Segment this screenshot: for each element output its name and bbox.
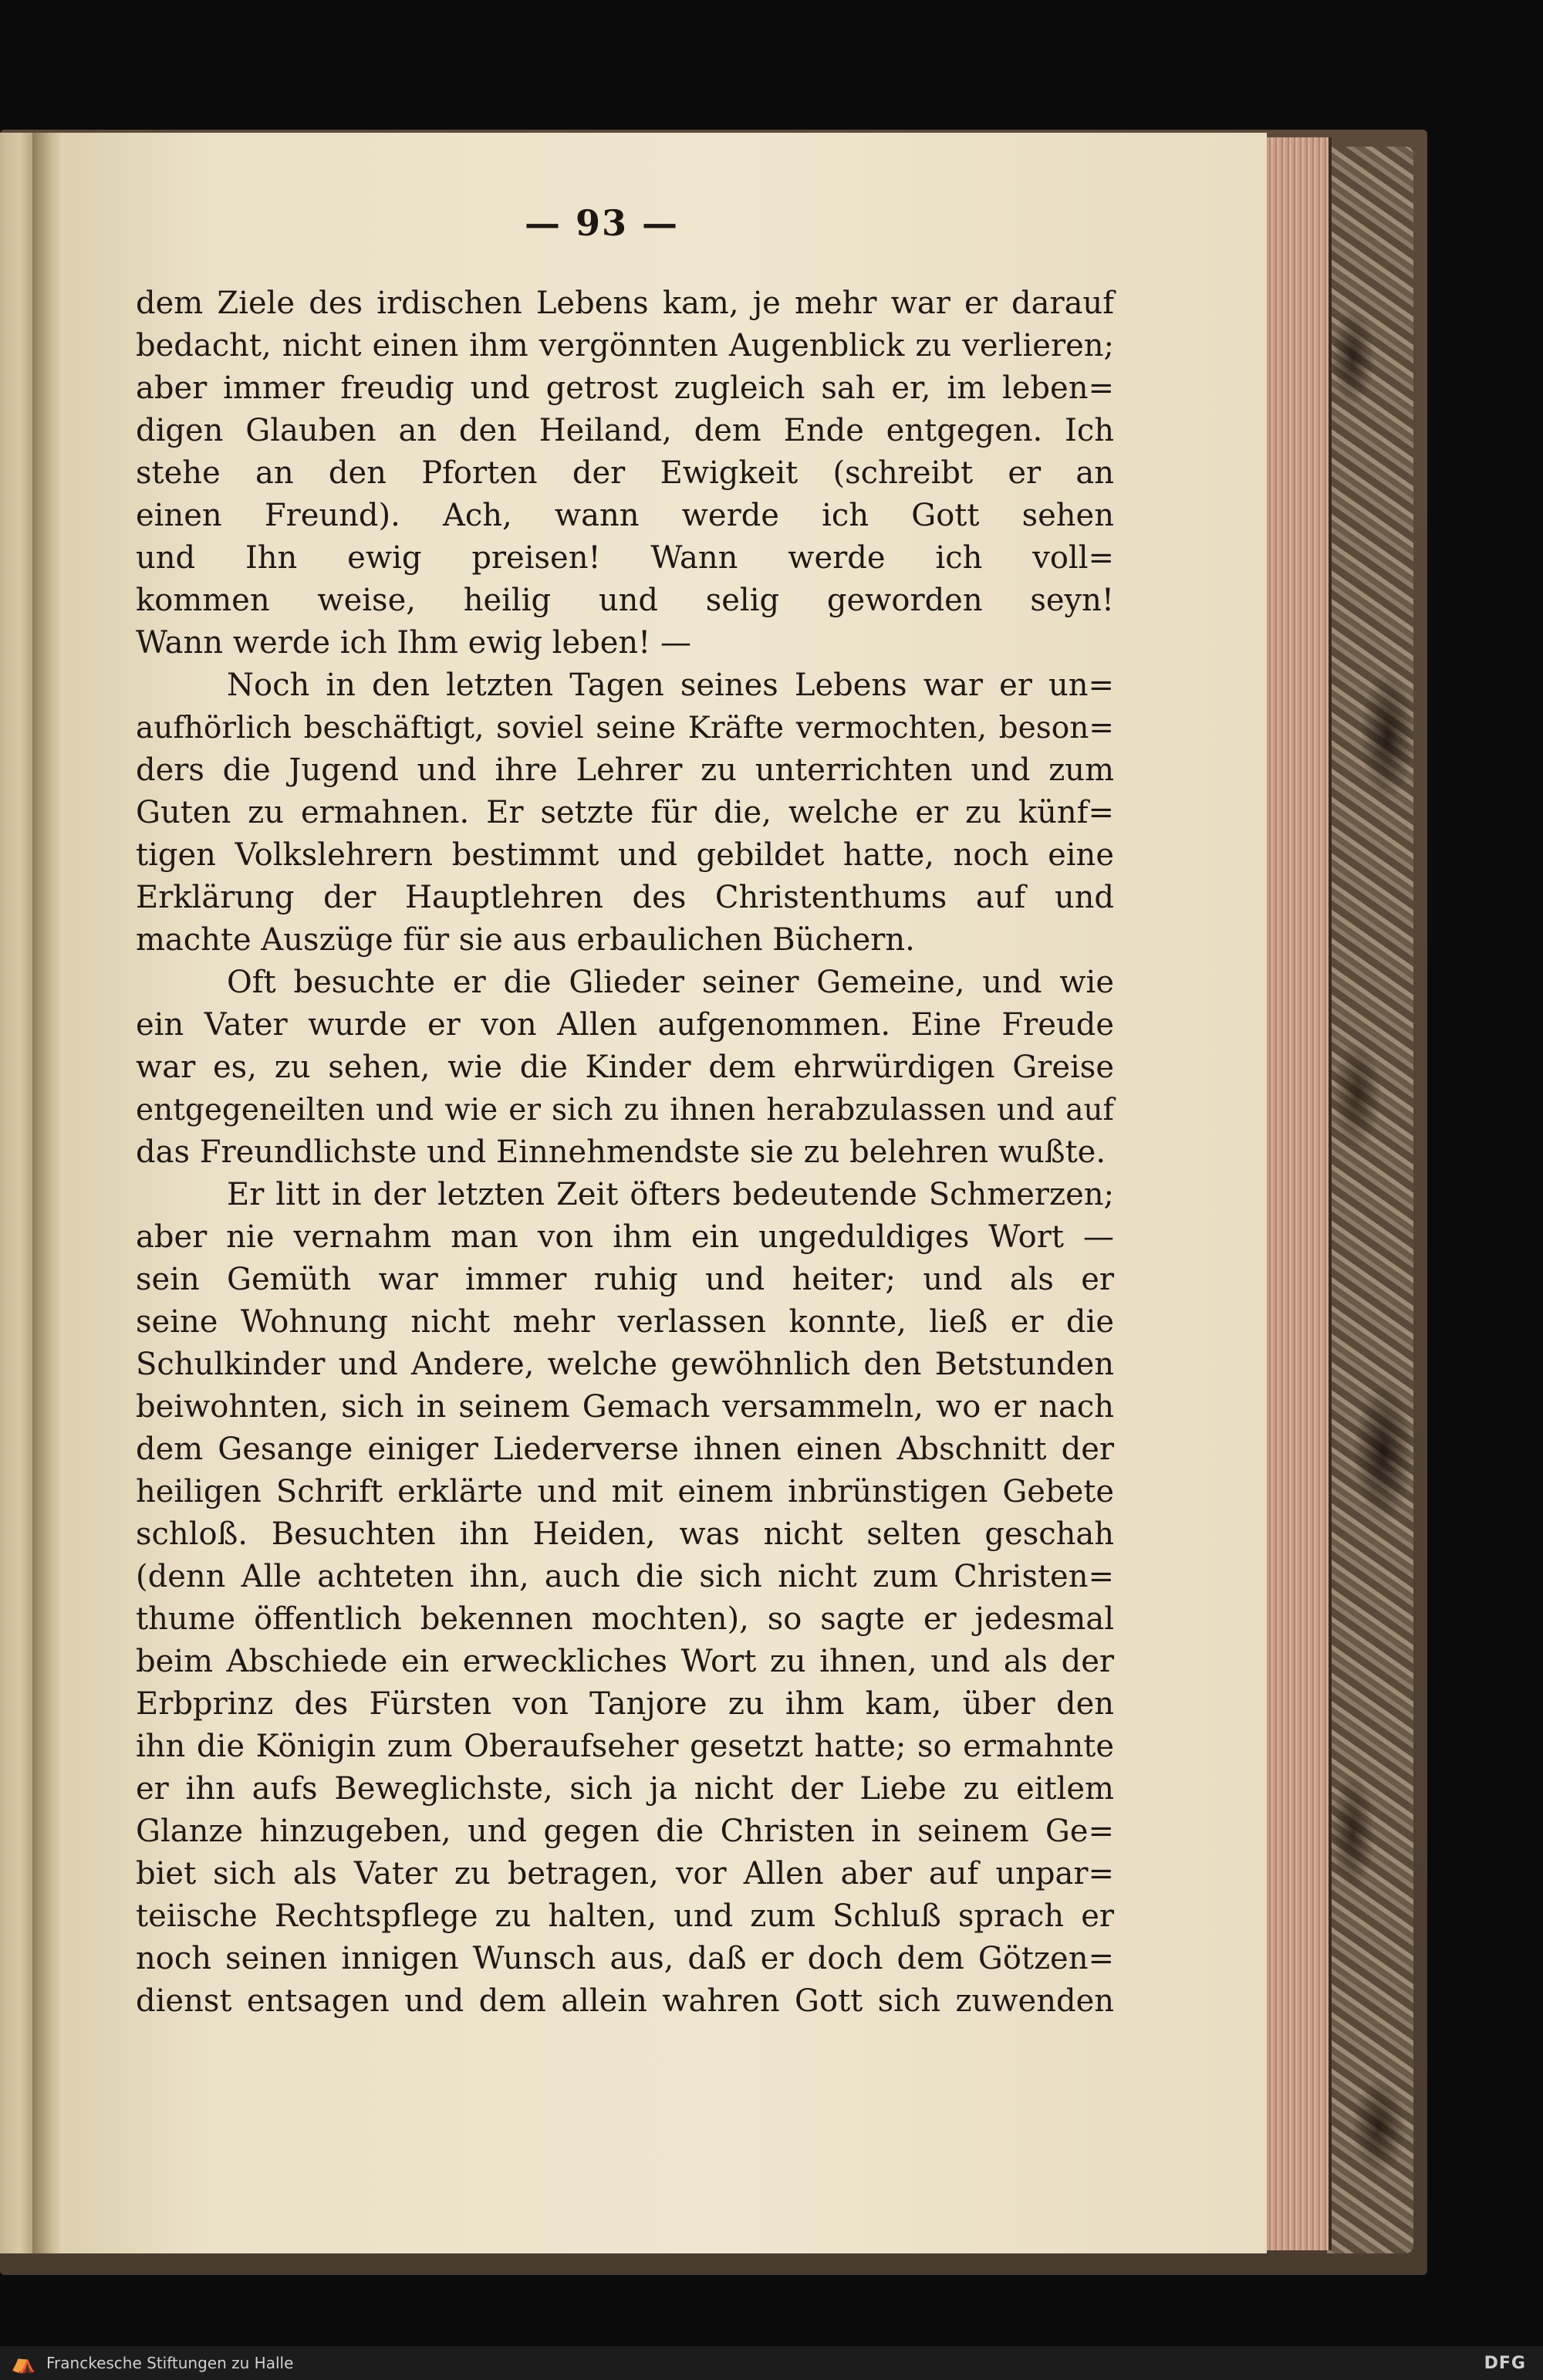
text-line: kommen weise, heilig und selig geworden seyn! [136, 583, 1114, 618]
text-line: thume öffentlich bekennen mochten), so sagte er jedesmal [136, 1601, 1114, 1637]
footer-bar [0, 2346, 1543, 2380]
text-line: entgegeneilten und wie er sich zu ihnen herabzulassen und auf [136, 1093, 1114, 1127]
marbled-board [1327, 147, 1413, 2253]
text-line: Erbprinz des Fürsten von Tanjore zu ihm kam, über den [136, 1686, 1114, 1722]
text-line: Glanze hinzugeben, und gegen die Christen in seinem Ge= [136, 1814, 1114, 1849]
book-gutter [32, 133, 63, 2253]
text-line: ihn die Königin zum Oberaufseher gesetzt hatte; so ermahnte [136, 1729, 1114, 1764]
text-line: aber nie vernahm man von ihm ein ungeduldiges Wort — [136, 1219, 1114, 1255]
text-line: biet sich als Vater zu betragen, vor Allen aber auf unpar= [136, 1856, 1114, 1891]
page-edges [1267, 137, 1332, 2250]
text-line: das Freundlichste und Einnehmendste sie zu belehren wußte. [136, 1134, 1106, 1170]
text-line: machte Auszüge für sie aus erbaulichen Büchern. [136, 922, 915, 958]
left-page-edge [0, 133, 32, 2253]
text-line: aber immer freudig und getrost zugleich sah er, im leben= [136, 370, 1114, 406]
text-line: Guten zu ermahnen. Er setzte für die, welche er zu künf= [136, 795, 1114, 830]
foundation-logo-icon: ⛺ [11, 2351, 36, 2375]
page-number-header: — 93 — [524, 202, 680, 244]
text-line: Wann werde ich Ihm ewig leben! — [136, 625, 691, 661]
text-line: tigen Volkslehrern bestimmt und gebildet hatte, noch eine [136, 837, 1114, 873]
footer-left [0, 2351, 293, 2375]
text-line: einen Freund). Ach, wann werde ich Gott sehen [136, 498, 1114, 533]
text-line: stehe an den Pforten der Ewigkeit (schreibt er an [136, 455, 1114, 491]
text-line: sein Gemüth war immer ruhig und heiter; und als er [136, 1262, 1114, 1297]
text-line: seine Wohnung nicht mehr verlassen konnte, ließ er die [136, 1304, 1114, 1340]
text-line: dem Ziele des irdischen Lebens kam, je mehr war er darauf [136, 286, 1114, 321]
text-line: Schulkinder und Andere, welche gewöhnlich den Betstunden [136, 1347, 1114, 1382]
text-line: Noch in den letzten Tagen seines Lebens war er un= [227, 668, 1114, 703]
text-line: digen Glauben an den Heiland, dem Ende entgegen. Ich [136, 413, 1114, 448]
text-line: und Ihn ewig preisen! Wann werde ich voll= [136, 540, 1114, 576]
text-line: beiwohnten, sich in seinem Gemach versammeln, wo er nach [136, 1389, 1114, 1425]
text-line: dienst entsagen und dem allein wahren Gott sich zuwenden [136, 1983, 1114, 2019]
footer-institution-text: Franckesche Stiftungen zu Halle [46, 2354, 294, 2372]
text-line: aufhörlich beschäftigt, soviel seine Kräfte vermochten, beson= [136, 711, 1114, 745]
text-line: heiligen Schrift erklärte und mit einem inbrünstigen Gebete [136, 1474, 1114, 1509]
text-line: Oft besuchte er die Glieder seiner Gemeine, und wie [227, 965, 1114, 1000]
text-line: er ihn aufs Beweglichste, sich ja nicht der Liebe zu eitlem [136, 1771, 1114, 1807]
text-line: (denn Alle achteten ihn, auch die sich nicht zum Christen= [136, 1559, 1114, 1594]
text-line: teiische Rechtspflege zu halten, und zum Schluß sprach er [136, 1898, 1114, 1934]
text-line: noch seinen innigen Wunsch aus, daß er doch dem Götzen= [136, 1941, 1114, 1976]
text-line: ders die Jugend und ihre Lehrer zu unterrichten und zum [136, 752, 1114, 788]
page-body-text [136, 282, 1114, 2023]
dfg-logo-text: DFG [1484, 2353, 1526, 2373]
text-line: beim Abschiede ein erweckliches Wort zu ihnen, und als der [136, 1644, 1114, 1679]
text-line: Erklärung der Hauptlehren des Christenthums auf und [136, 880, 1114, 915]
text-line: dem Gesange einiger Liederverse ihnen einen Abschnitt der [136, 1432, 1114, 1467]
text-line: Er litt in der letzten Zeit öfters bedeutende Schmerzen; [227, 1177, 1114, 1212]
text-line: ein Vater wurde er von Allen aufgenommen. Eine Freude [136, 1007, 1114, 1043]
text-line: war es, zu sehen, wie die Kinder dem ehrwürdigen Greise [136, 1050, 1114, 1085]
text-line: schloß. Besuchten ihn Heiden, was nicht selten geschah [136, 1516, 1114, 1552]
text-line: bedacht, nicht einen ihm vergönnten Augenblick zu verlieren; [136, 328, 1114, 363]
